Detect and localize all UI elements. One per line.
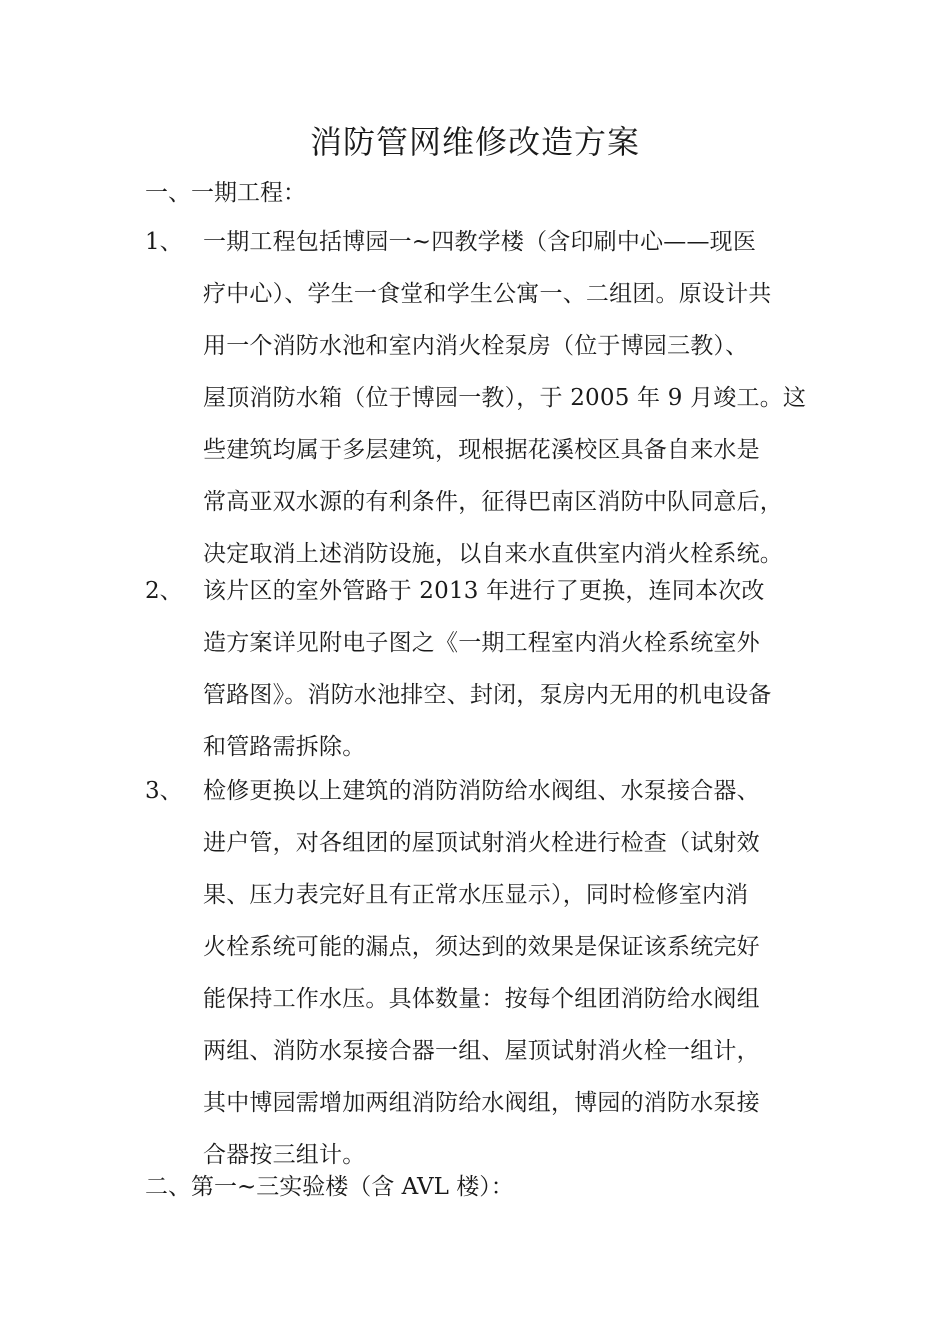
item-text-line: 能保持工作水压。具体数量：按每个组团消防给水阀组 bbox=[203, 986, 760, 1012]
section-heading-1: 一、一期工程： bbox=[145, 180, 306, 206]
item-text-line: 检修更换以上建筑的消防消防给水阀组、水泵接合器、 bbox=[203, 778, 760, 804]
item-text-line: 两组、消防水泵接合器一组、屋顶试射消火栓一组计， bbox=[203, 1038, 760, 1064]
item-text-line: 和管路需拆除。 bbox=[203, 734, 366, 760]
item-number: 2、 bbox=[145, 578, 183, 604]
item-text-line: 些建筑均属于多层建筑，现根据花溪校区具备自来水是 bbox=[203, 437, 760, 463]
item-text-line: 决定取消上述消防设施，以自来水直供室内消火栓系统。 bbox=[203, 541, 783, 567]
item-text-line: 管路图》。消防水池排空、封闭，泵房内无用的机电设备 bbox=[203, 682, 772, 708]
item-text-line: 疗中心）、学生一食堂和学生公寓一、二组团。原设计共 bbox=[203, 281, 772, 307]
item-text-line: 合器按三组计。 bbox=[203, 1142, 366, 1168]
item-text-line: 常高亚双水源的有利条件，征得巴南区消防中队同意后， bbox=[203, 489, 783, 515]
item-text-line: 造方案详见附电子图之《一期工程室内消火栓系统室外 bbox=[203, 630, 760, 656]
item-text-line: 进户管，对各组团的屋顶试射消火栓进行检查（试射效 bbox=[203, 830, 760, 856]
item-text-line: 其中博园需增加两组消防给水阀组，博园的消防水泵接 bbox=[203, 1090, 760, 1116]
section-heading-2: 二、第一~三实验楼（含 AVL 楼）： bbox=[145, 1174, 514, 1200]
item-text-line: 屋顶消防水箱（位于博园一教），于 2005 年 9 月竣工。这 bbox=[203, 385, 807, 411]
item-number: 3、 bbox=[145, 778, 183, 804]
item-text-line: 用一个消防水池和室内消火栓泵房（位于博园三教）、 bbox=[203, 333, 749, 359]
document-title: 消防管网维修改造方案 bbox=[309, 123, 640, 161]
item-text-line: 果、压力表完好且有正常水压显示），同时检修室内消 bbox=[203, 882, 749, 908]
item-text-line: 火栓系统可能的漏点，须达到的效果是保证该系统完好 bbox=[203, 934, 760, 960]
item-text-line: 一期工程包括博园一~四教学楼（含印刷中心——现医 bbox=[203, 229, 757, 255]
item-number: 1、 bbox=[145, 229, 183, 255]
item-text-line: 该片区的室外管路于 2013 年进行了更换，连同本次改 bbox=[203, 578, 765, 604]
